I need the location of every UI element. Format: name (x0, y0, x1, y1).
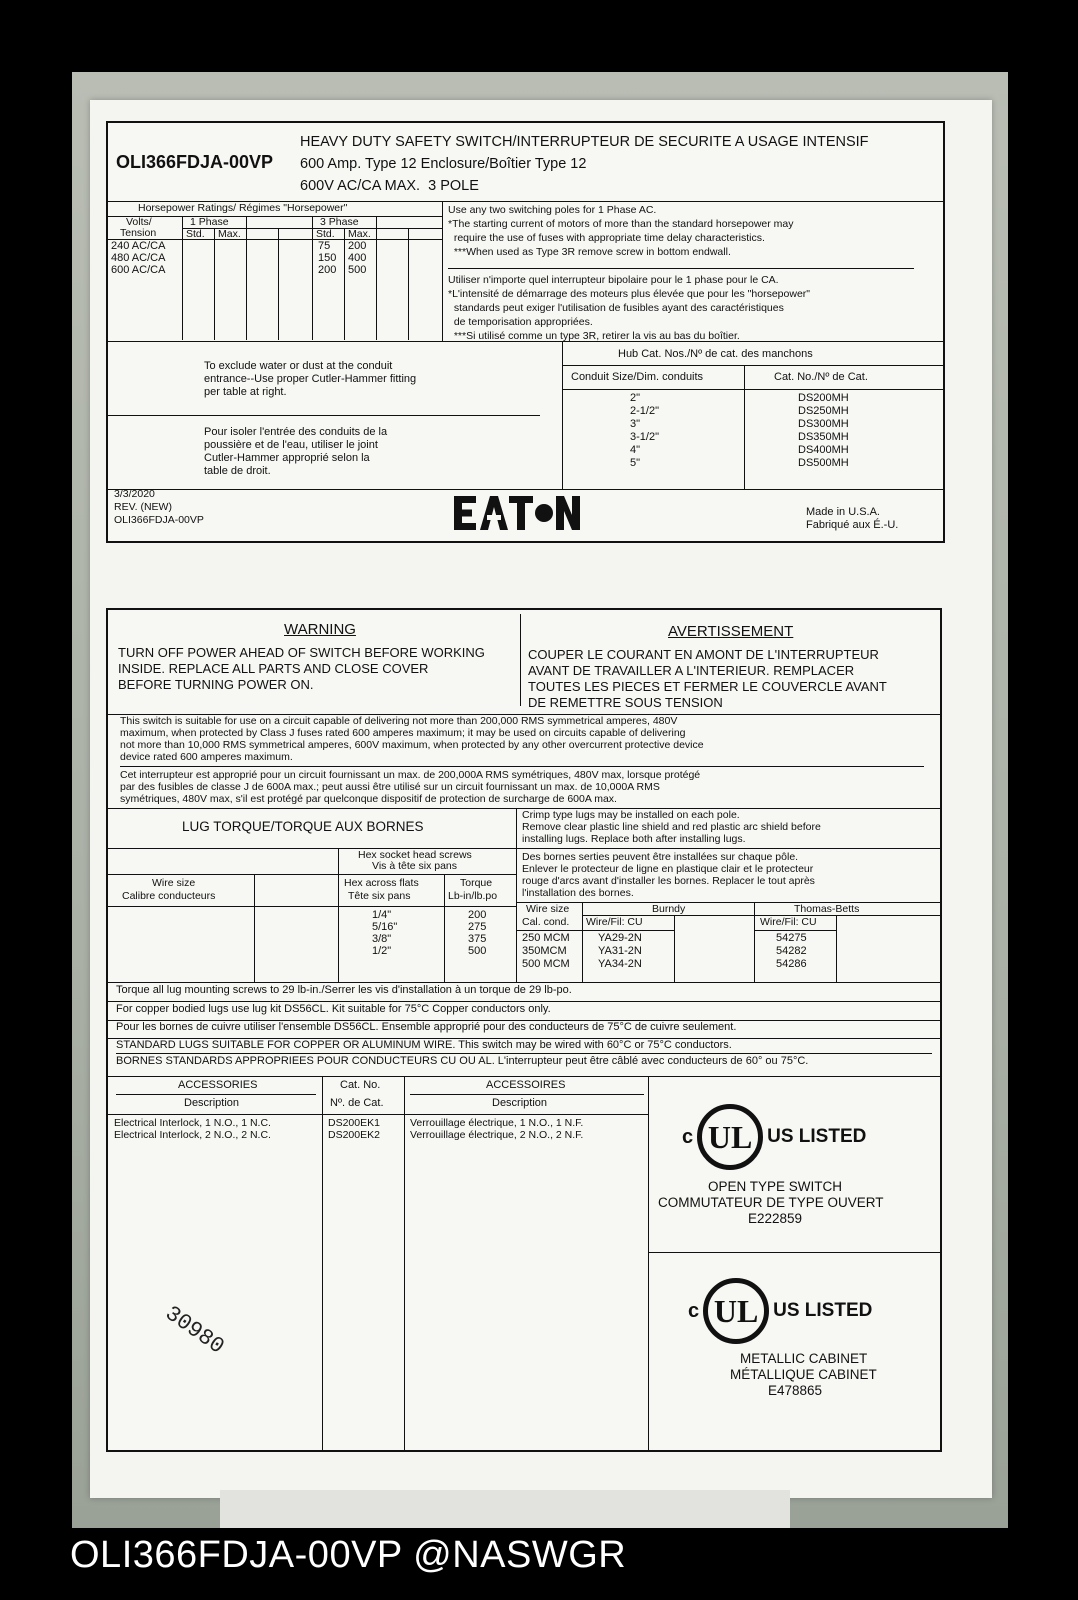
rating-en-1: This switch is suitable for use on a circuit capable of delivering not more than 200,000 RMS symmetrical amperes, 480V (120, 715, 678, 727)
rating-fr-2: par des fusibles de classe J de 600A max.; peut aussi être utilisé sur un circuit fournissant un max. de 10,000A RMS (120, 781, 660, 793)
rating-en-3: not more than 10,000 RMS symmetrical amperes, 600V maximum, when protected by any other overcurrent protective device (120, 739, 704, 751)
torque-row-value: 200 (468, 909, 487, 921)
ul-ring-icon (697, 1104, 763, 1170)
hex-flats-header-fr: Tête six pans (348, 890, 411, 902)
avert-line-3: TOUTES LES PIECES ET FERMER LE COUVERCLE AVANT (528, 679, 887, 694)
warning-line-2: INSIDE. REPLACE ALL PARTS AND CLOSE COVER (118, 661, 429, 676)
hub-row-size: 3" (630, 418, 641, 430)
hp-col-1phase: 1 Phase (190, 216, 229, 228)
ul1-line1: OPEN TYPE SWITCH (708, 1179, 843, 1194)
conduit-en-3: per table at right. (204, 386, 287, 398)
note-en-1: Use any two switching poles for 1 Phase AC. (448, 204, 657, 216)
acc-cat-title: Cat. No. (340, 1079, 381, 1091)
hub-row-cat: DS350MH (798, 431, 849, 443)
warning-line-3: BEFORE TURNING POWER ON. (118, 677, 314, 692)
torque-row-hex: 3/8" (372, 933, 392, 945)
warning-line-1: TURN OFF POWER AHEAD OF SWITCH BEFORE WORKING (118, 645, 485, 660)
conduit-fr-1: Pour isoler l'entrée des conduits de la (204, 426, 388, 438)
torque-row-value: 275 (468, 921, 487, 933)
note-en-3: require the use of fuses with appropriate time delay characteristics. (448, 232, 765, 244)
hub-row-size: 2" (630, 392, 641, 404)
copper-note-fr: Pour les bornes de cuivre utiliser l'ensemble DS56CL. Ensemble approprié pour des conducteurs de 75°C de cuivre seulement. (116, 1021, 737, 1033)
crimp-col-burndy: Burndy (652, 903, 686, 915)
hub-col-size: Conduit Size/Dim. conduits (571, 371, 704, 383)
torque-row-hex: 5/16" (372, 921, 398, 933)
hub-row-size: 4" (630, 444, 641, 456)
torque-unit: Lb-in/lb.po (448, 890, 498, 902)
crimp-fr-1: Des bornes serties peuvent être installées sur chaque pôle. (522, 851, 799, 863)
ul1-line2: COMMUTATEUR DE TYPE OUVERT (658, 1195, 884, 1210)
hub-col-cat: Cat. No./Nº de Cat. (774, 371, 868, 383)
torque-row-hex: 1/2" (372, 945, 392, 957)
hp-col-max3: Max. (348, 228, 371, 240)
copper-note-en: For copper bodied lugs use lug kit DS56CL. Kit suitable for 75°C Copper conductors only. (116, 1003, 551, 1015)
wire-size-header: Wire size (152, 877, 196, 889)
hp-col-volts: Volts/ (126, 216, 152, 228)
crimp-row-size: 250 MCM (522, 932, 570, 944)
sheet-tab (220, 1490, 790, 1528)
acc-row-fr: Verrouillage électrique, 2 N.O., 2 N.F. (410, 1129, 584, 1141)
hub-row-size: 5" (630, 457, 641, 469)
torque-row-value: 375 (468, 933, 487, 945)
avert-title: AVERTISSEMENT (668, 623, 794, 640)
acc-en-title: ACCESSORIES (178, 1079, 258, 1091)
rating-fr-1: Cet interrupteur est approprié pour un circuit fournissant un max. de 200,000A RMS symétriques, 480V max, lorsque protégé (120, 769, 701, 781)
watermark-caption: OLI366FDJA-00VP @NASWGR (70, 1534, 627, 1576)
ul-mark: UL (713, 1292, 759, 1329)
title-line-2: 600 Amp. Type 12 Enclosure/Boîtier Type 12 (300, 156, 587, 172)
hp-col-std3: Std. (316, 228, 335, 240)
ul2-line2: MÉTALLIQUE CABINET (730, 1367, 877, 1382)
rating-fr-3: symétriques, 480V max, s'il est protégé par quelconque dispositif de protection de surcharge de 600A max. (120, 793, 617, 805)
crimp-en-2: Remove clear plastic line shield and red plastic arc shield before (522, 821, 821, 833)
std-lugs-fr: BORNES STANDARDS APPROPRIEES POUR CONDUCTEURS CU OU AL. L'interrupteur peut être câblé avec conducteurs de 60° ou 75°C. (116, 1055, 809, 1067)
rating-en-2: maximum, when protected by Class J fuses rated 600 amperes maximum; it may be used on circuits capable of delivering (120, 727, 686, 739)
acc-row-en: Electrical Interlock, 2 N.O., 2 N.C. (114, 1129, 271, 1141)
note-fr-5: ***Si utilisé comme un type 3R, retirer la vis au bas du boîtier. (448, 330, 740, 342)
wire-size-header-fr: Calibre conducteurs (122, 890, 216, 902)
hp-row-volts: 480 AC/CA (111, 252, 166, 264)
crimp-row-tb: 54275 (776, 932, 807, 944)
note-fr-2: *L'intensité de démarrage des moteurs plus élevée que pour les "horsepower" (448, 288, 811, 300)
hp-row-volts: 600 AC/CA (111, 264, 166, 276)
eaton-logo (452, 493, 582, 533)
avert-line-4: DE REMETTRE SOUS TENSION (528, 695, 723, 710)
hp-col-3phase: 3 Phase (320, 216, 359, 228)
acc-row-cat: DS200EK2 (328, 1129, 380, 1141)
top-label (106, 121, 945, 543)
crimp-row-tb: 54286 (776, 958, 807, 970)
crimp-row-burndy: YA34-2N (598, 958, 642, 970)
ul1-file: E222859 (748, 1211, 803, 1226)
hp-col-std1: Std. (186, 228, 205, 240)
conduit-fr-4: table de droit. (204, 465, 271, 477)
title-line-1: HEAVY DUTY SAFETY SWITCH/INTERRUPTEUR DE SECURITE A USAGE INTENSIF (300, 134, 869, 150)
conduit-en-1: To exclude water or dust at the conduit (204, 360, 393, 372)
torque-row-hex: 1/4" (372, 909, 392, 921)
ul2-file: E478865 (768, 1383, 823, 1398)
bottom-label (106, 608, 942, 1452)
hub-row-cat: DS400MH (798, 444, 849, 456)
acc-cat-title-fr: Nº. de Cat. (330, 1097, 384, 1109)
std-lugs-en: STANDARD LUGS SUITABLE FOR COPPER OR ALUMINUM WIRE. This switch may be wired with 60°C or 75°C conductors. (116, 1039, 732, 1051)
label-rev: REV. (NEW) (114, 501, 172, 513)
model-number: OLI366FDJA-00VP (116, 152, 274, 172)
ul-c-mark: c (682, 1125, 694, 1148)
crimp-en-3: installing lugs. Replace both after installing lugs. (522, 833, 746, 845)
lug-title: LUG TORQUE/TORQUE AUX BORNES (182, 819, 424, 834)
hp-col-tension: Tension (120, 227, 157, 239)
hp-header: Horsepower Ratings/ Régimes "Horsepower" (138, 202, 348, 214)
title-line-3: 600V AC/CA MAX. 3 POLE (300, 178, 479, 194)
crimp-en-1: Crimp type lugs may be installed on each pole. (522, 809, 740, 821)
hex-flats-header: Hex across flats (344, 877, 419, 889)
acc-en-desc: Description (184, 1097, 240, 1109)
crimp-fr-3: rouge d'arcs avant d'installer les bornes. Replacer le tout après (522, 875, 815, 887)
hub-row-cat: DS250MH (798, 405, 849, 417)
crimp-row-tb: 54282 (776, 945, 807, 957)
note-fr-4: de temporisation appropriées. (448, 316, 593, 328)
crimp-col-burndy-wire: Wire/Fil: CU (586, 916, 643, 928)
acc-row-cat: DS200EK1 (328, 1117, 380, 1129)
ul-listed-logo (682, 1104, 866, 1170)
rating-en-4: device rated 600 amperes maximum. (120, 751, 293, 763)
crimp-row-burndy: YA31-2N (598, 945, 642, 957)
crimp-col-wire: Wire size (526, 903, 570, 915)
hp-row-std: 150 (318, 252, 337, 264)
hub-row-size: 3-1/2" (630, 431, 659, 443)
hub-row-cat: DS300MH (798, 418, 849, 430)
hub-row-cat: DS200MH (798, 392, 849, 404)
crimp-fr-4: l'installation des bornes. (522, 887, 634, 899)
torque-row-value: 500 (468, 945, 487, 957)
label-date: 3/3/2020 (114, 488, 155, 500)
hp-row-max: 200 (348, 240, 367, 252)
eaton-wordmark (452, 493, 582, 533)
acc-fr-title: ACCESSOIRES (486, 1079, 566, 1091)
crimp-row-size: 500 MCM (522, 958, 570, 970)
made-fr: Fabriqué aux É.-U. (806, 519, 899, 531)
hp-row-std: 200 (318, 264, 337, 276)
crimp-fr-2: Enlever le protecteur de ligne en plastique clair et le protecteur (522, 863, 814, 875)
ul-c-mark: c (688, 1299, 700, 1322)
ul-us-listed: US LISTED (773, 1300, 873, 1321)
acc-row-en: Electrical Interlock, 1 N.O., 1 N.C. (114, 1117, 271, 1129)
crimp-col-tb: Thomas-Betts (794, 903, 860, 915)
conduit-fr-3: Cutler-Hammer approprié selon la (204, 452, 370, 464)
hp-row-max: 400 (348, 252, 367, 264)
hub-header: Hub Cat. Nos./Nº de cat. des manchons (618, 348, 813, 360)
hp-row-std: 75 (318, 240, 331, 252)
crimp-col-cal: Cal. cond. (522, 916, 570, 928)
conduit-fr-2: poussière et de l'eau, utiliser le joint (204, 439, 378, 451)
avert-line-1: COUPER LE COURANT EN AMONT DE L'INTERRUPTEUR (528, 647, 879, 662)
hp-row-max: 500 (348, 264, 367, 276)
hex-header: Hex socket head screws (358, 849, 472, 861)
ul-us-listed: US LISTED (767, 1126, 867, 1147)
note-fr-1: Utiliser n'importe quel interrupteur bipolaire pour le 1 phase pour le CA. (448, 274, 779, 286)
torque-note: Torque all lug mounting screws to 29 lb-in./Serrer les vis d'installation à un torque de 29 lb-po. (116, 984, 572, 996)
crimp-row-size: 350MCM (522, 945, 567, 957)
hp-row-volts: 240 AC/CA (111, 240, 166, 252)
acc-row-fr: Verrouillage électrique, 1 N.O., 1 N.F. (410, 1117, 584, 1129)
conduit-en-2: entrance--Use proper Cutler-Hammer fitting (204, 373, 417, 385)
note-fr-3: standards peut exiger l'utilisation de fusibles ayant des caractéristiques (448, 302, 784, 314)
note-en-4: ***When used as Type 3R remove screw in bottom endwall. (448, 246, 731, 258)
warning-title: WARNING (284, 621, 356, 638)
acc-fr-desc: Description (492, 1097, 548, 1109)
made-en: Made in U.S.A. (806, 506, 880, 518)
ul-listed-logo (688, 1278, 872, 1344)
ul-mark: UL (707, 1118, 753, 1155)
hex-header-fr: Vis à tête six pans (372, 860, 458, 872)
avert-line-2: AVANT DE TRAVAILLER A L'INTERIEUR. REMPLACER (528, 663, 855, 678)
hub-row-cat: DS500MH (798, 457, 849, 469)
torque-header: Torque (460, 877, 493, 889)
ul-ring-icon (703, 1278, 769, 1344)
crimp-col-tb-wire: Wire/Fil: CU (760, 916, 817, 928)
crimp-row-burndy: YA29-2N (598, 932, 642, 944)
inspection-stamp: 30980 (160, 1301, 229, 1360)
hub-row-size: 2-1/2" (630, 405, 659, 417)
ul2-line1: METALLIC CABINET (740, 1351, 868, 1366)
hp-col-max1: Max. (218, 228, 241, 240)
note-en-2: *The starting current of motors of more than the standard horsepower may (448, 218, 794, 230)
label-part: OLI366FDJA-00VP (114, 514, 204, 526)
